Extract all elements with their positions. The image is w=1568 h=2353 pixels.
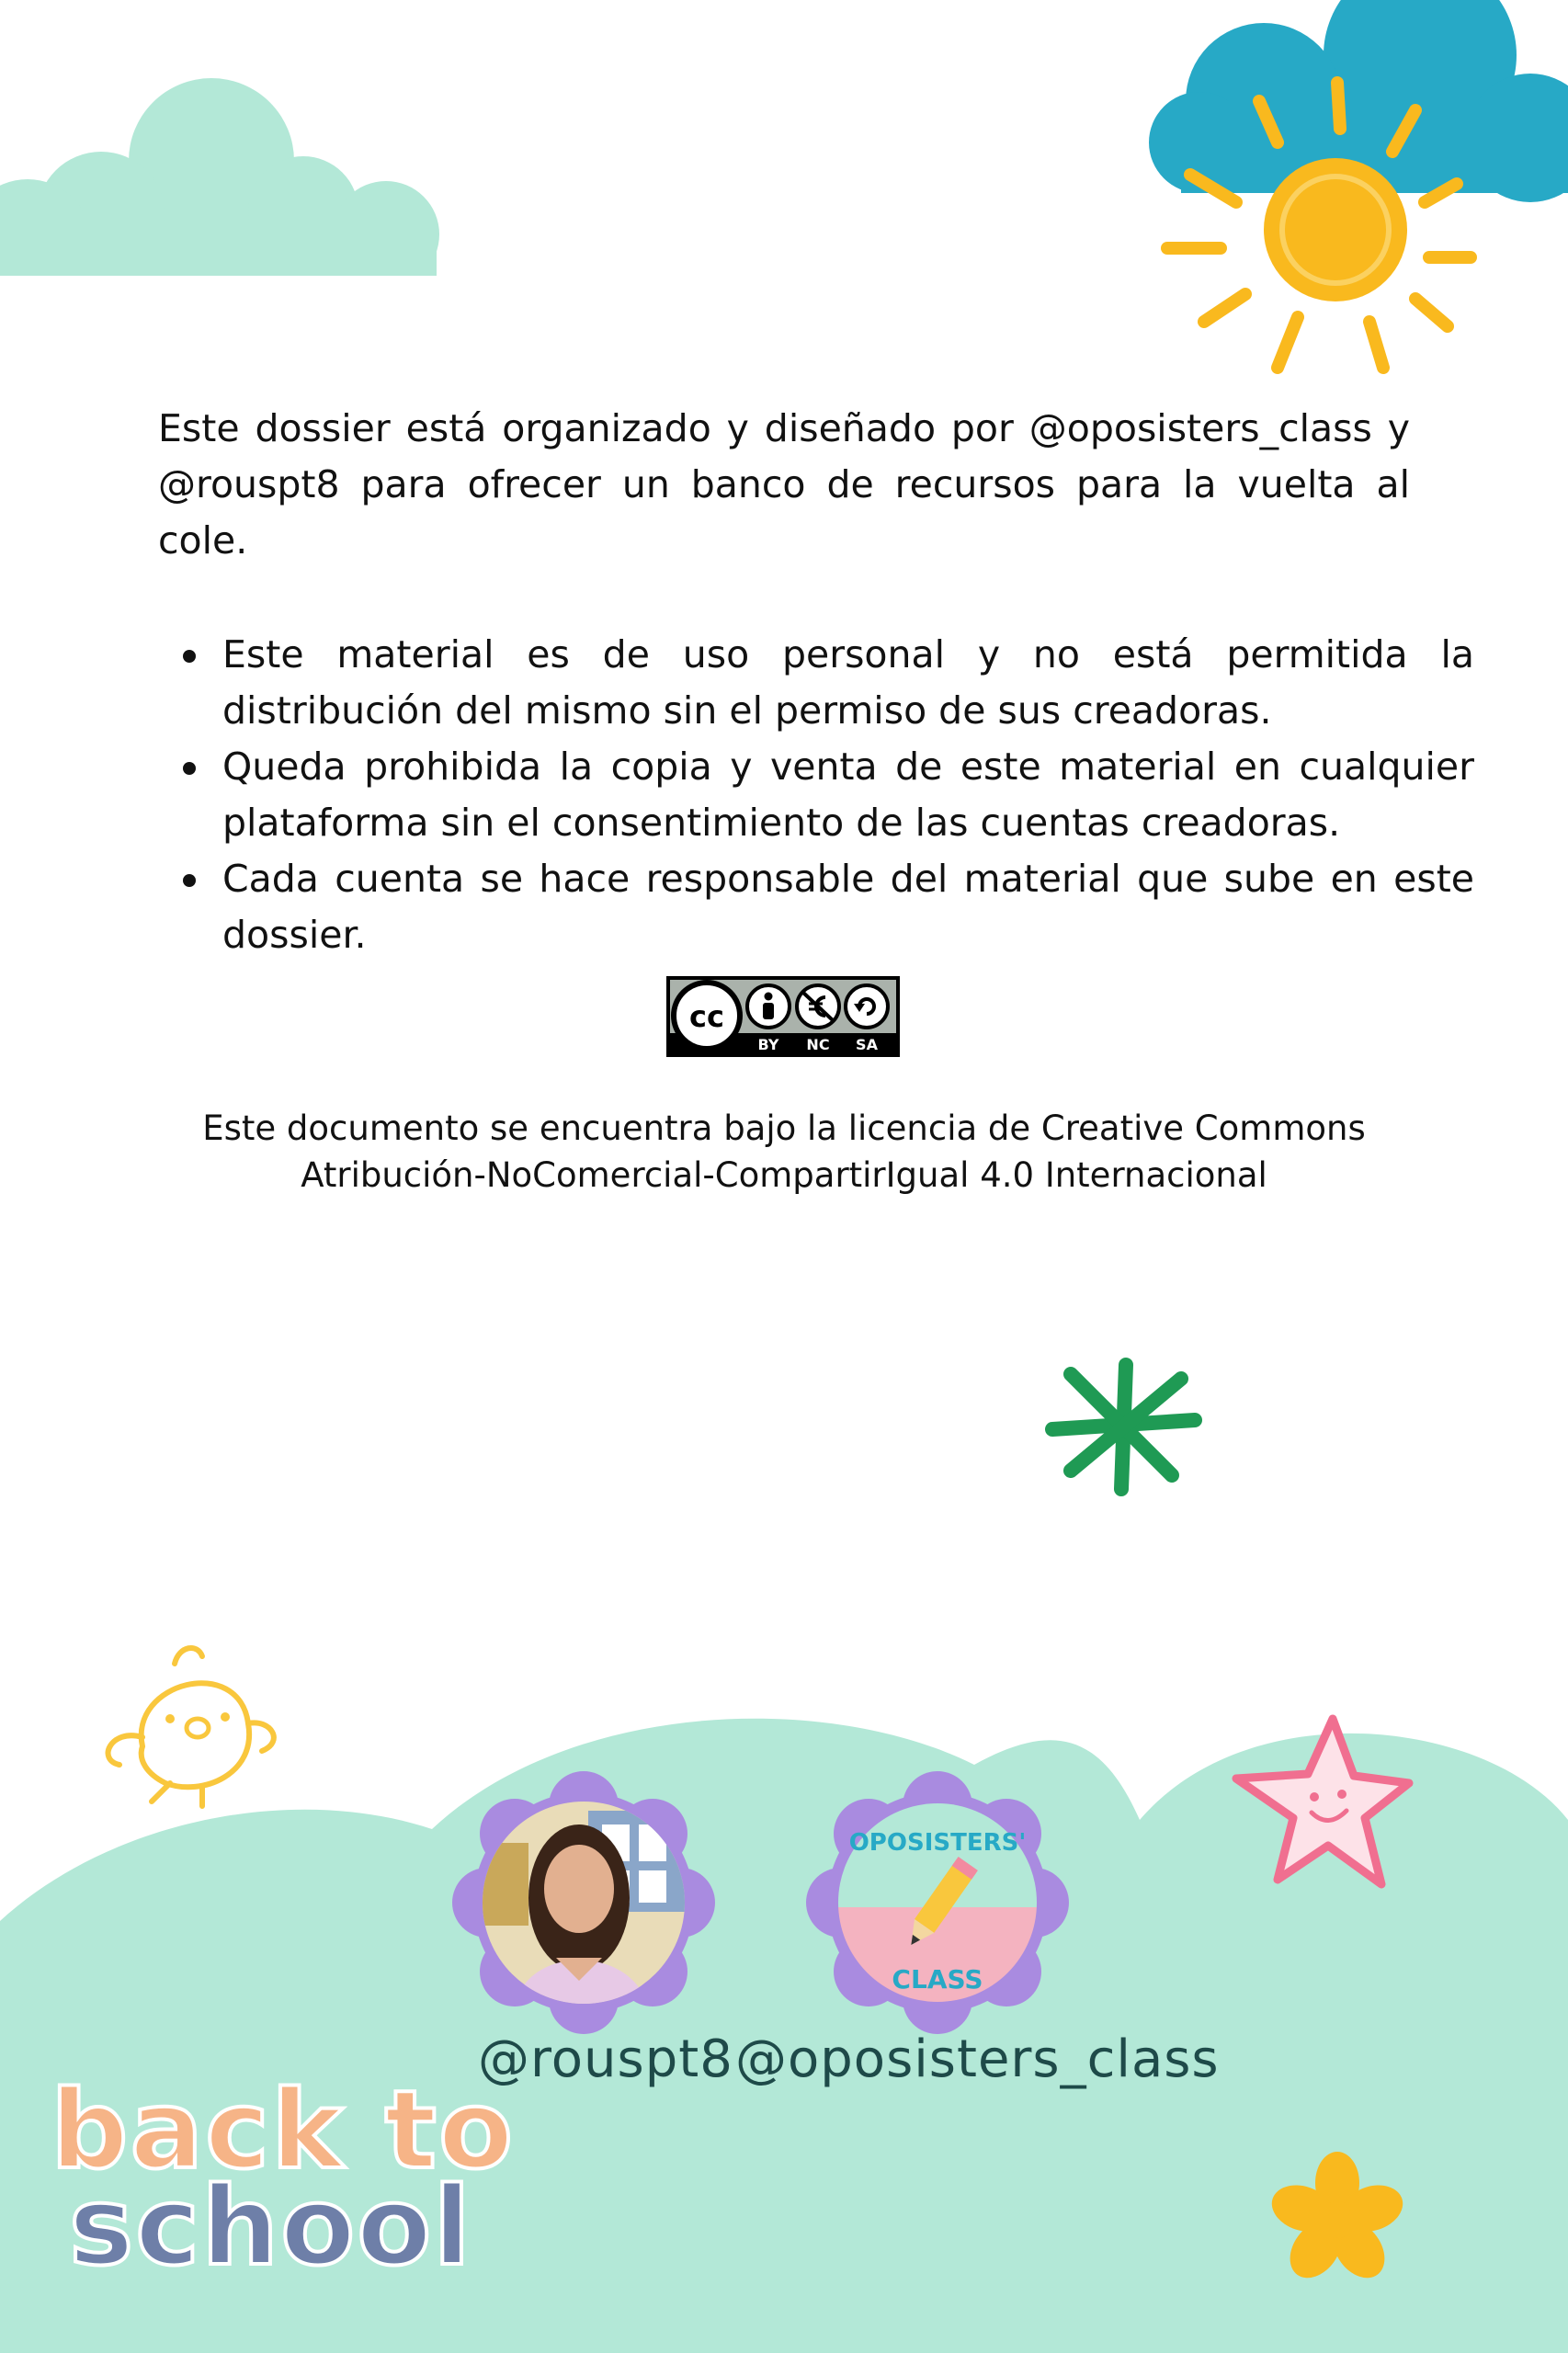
sun-icon [1140, 74, 1489, 395]
logo-text-top: OPOSISTERS' [848, 1829, 1027, 1857]
list-item: Queda prohibida la copia y venta de este material en cualquier plataforma sin el consentimiento de las cuentas creadoras. [222, 739, 1474, 851]
lettering-line: school [69, 2163, 472, 2290]
handle-rouspt8: @rouspt8 [478, 2029, 733, 2089]
sharealike-icon [846, 985, 888, 1028]
intro-paragraph: Este dossier está organizado y diseñado por @oposisters_class y @rouspt8 para ofrecer un banco de recursos para la vuelta al cole. [158, 406, 1410, 563]
list-item: Cada cuenta se hace responsable del material que sube en este dossier. [222, 851, 1474, 963]
pink-star-icon [1227, 1710, 1415, 1893]
asterisk-star-icon [1043, 1356, 1204, 1498]
avatar [450, 1769, 717, 2036]
handle-oposisters: @oposisters_class [735, 2029, 1220, 2089]
cc-label-sa: SA [856, 1036, 878, 1053]
cc-license-badge [666, 976, 900, 1057]
cc-label-nc: NC [806, 1036, 830, 1053]
list-item: Este material es de uso personal y no está permitida la distribución del mismo sin el permiso de sus creadoras. [222, 627, 1474, 739]
rules-list [158, 627, 1474, 963]
license-line: Este documento se encuentra bajo la licencia de Creative Commons [202, 1108, 1366, 1148]
oposisters-logo [804, 1769, 1071, 2036]
license-text [0, 1105, 1568, 1199]
flower-icon [1268, 2151, 1406, 2289]
license-line: Atribución-NoComercial-CompartirIgual 4.0 Internacional [301, 1155, 1267, 1195]
lettering-line: back to [51, 2066, 516, 2193]
chick-icon [92, 1636, 294, 1811]
cc-label-by: BY [757, 1036, 779, 1053]
back-to-school-lettering [51, 2066, 516, 2290]
cloud-icon [0, 55, 450, 276]
logo-text-bottom: CLASS [892, 1964, 983, 1995]
cc-text: cc [689, 999, 724, 1034]
